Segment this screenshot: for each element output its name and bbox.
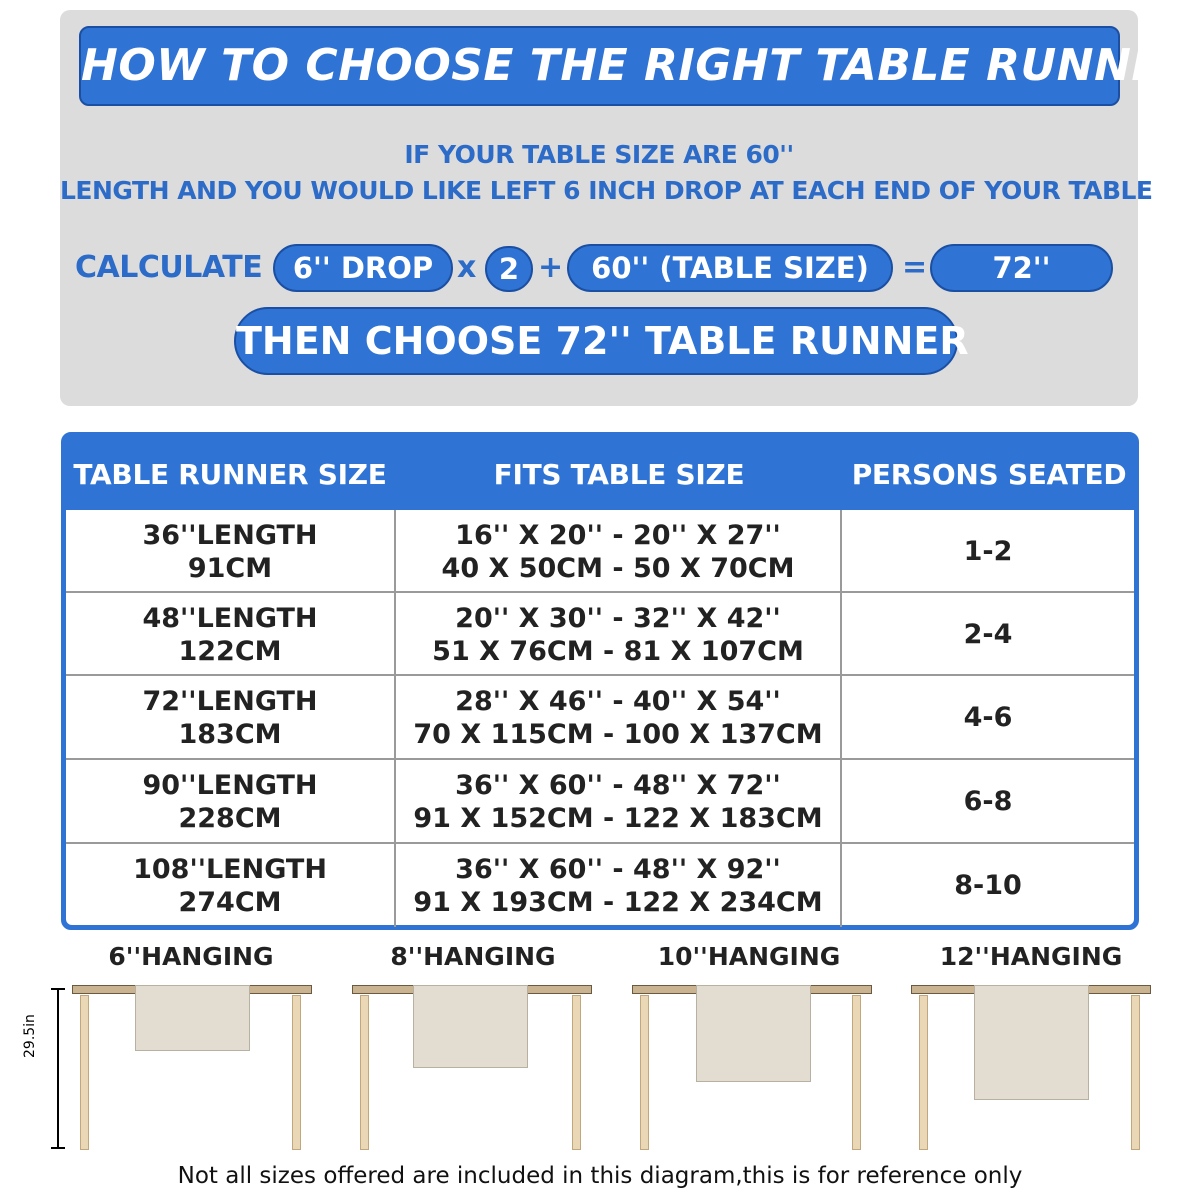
multiplier-pill: 2 — [485, 246, 533, 292]
hanging-label-10: 10''HANGING — [657, 942, 841, 971]
hanging-label-6: 6''HANGING — [108, 942, 274, 971]
runner-length-inches: 72''LENGTH — [142, 685, 318, 717]
fits-table-cell — [396, 760, 842, 843]
fits-size-cm: 70 X 115CM - 100 X 137CM — [413, 718, 823, 750]
hanging-label-12: 12''HANGING — [939, 942, 1123, 971]
persons-cell: 4-6 — [963, 702, 1013, 733]
runner-length-cm: 183CM — [178, 718, 282, 750]
runner-drop-10 — [696, 985, 811, 1082]
runner-length-cm: 122CM — [178, 635, 282, 667]
runner-size-cell — [66, 593, 396, 676]
header-runner-size: TABLE RUNNER SIZE — [73, 458, 387, 491]
height-dimension-line — [57, 989, 59, 1149]
runner-length-cm: 91CM — [187, 552, 273, 584]
table-leg — [292, 995, 301, 1150]
runner-length-cm: 228CM — [178, 802, 282, 834]
header-persons-seated: PERSONS SEATED — [851, 458, 1127, 491]
persons-cell: 6-8 — [963, 786, 1013, 817]
table-header — [64, 435, 1136, 510]
fits-size-inches: 20'' X 30'' - 32'' X 42'' — [455, 602, 781, 634]
page-title: HOW TO CHOOSE THE RIGHT TABLE RUNNER — [79, 26, 1120, 106]
calculate-label: CALCULATE — [75, 250, 263, 285]
table-leg — [360, 995, 369, 1150]
fits-table-cell — [396, 844, 842, 927]
table-row — [66, 674, 1134, 757]
runner-drop-8 — [413, 985, 528, 1068]
table-leg — [640, 995, 649, 1150]
fits-size-cm: 51 X 76CM - 81 X 107CM — [432, 635, 804, 667]
table-leg — [80, 995, 89, 1150]
table-leg — [852, 995, 861, 1150]
persons-cell: 8-10 — [954, 870, 1022, 901]
runner-length-cm: 274CM — [178, 886, 282, 918]
height-dimension-cap-top — [51, 988, 65, 990]
size-table — [61, 432, 1139, 930]
header-fits-table-size: FITS TABLE SIZE — [493, 458, 745, 491]
table-size-pill: 60'' (TABLE SIZE) — [567, 244, 893, 292]
fits-table-cell — [396, 593, 842, 676]
equals-operator: = — [902, 250, 928, 285]
fits-size-cm: 91 X 193CM - 122 X 234CM — [413, 886, 823, 918]
plus-operator: + — [538, 250, 564, 285]
footnote: Not all sizes offered are included in this diagram,this is for reference only — [177, 1163, 1023, 1189]
runner-size-cell — [66, 676, 396, 759]
instruction-line-1: IF YOUR TABLE SIZE ARE 60'' — [404, 140, 794, 169]
instruction-panel — [60, 10, 1197, 406]
runner-size-cell — [66, 844, 396, 927]
table-body — [66, 510, 1134, 925]
fits-size-cm: 40 X 50CM - 50 X 70CM — [441, 552, 795, 584]
fits-size-inches: 36'' X 60'' - 48'' X 72'' — [455, 769, 781, 801]
runner-size-cell — [66, 510, 396, 593]
fits-table-cell — [396, 510, 842, 593]
table-leg — [919, 995, 928, 1150]
persons-cell: 1-2 — [963, 536, 1013, 567]
table-row — [66, 842, 1134, 925]
table-row — [66, 591, 1134, 674]
fits-size-inches: 28'' X 46'' - 40'' X 54'' — [455, 685, 781, 717]
times-operator: x — [457, 250, 477, 285]
table-leg — [572, 995, 581, 1150]
height-dimension-label: 29.5in — [22, 1014, 38, 1058]
drop-pill: 6'' DROP — [273, 244, 453, 292]
runner-length-inches: 90''LENGTH — [142, 769, 318, 801]
conclusion-banner: THEN CHOOSE 72'' TABLE RUNNER — [234, 307, 958, 375]
fits-table-cell — [396, 676, 842, 759]
persons-cell: 2-4 — [963, 619, 1013, 650]
table-leg — [1131, 995, 1140, 1150]
height-dimension-cap-bottom — [51, 1147, 65, 1149]
table-row — [66, 758, 1134, 841]
instruction-line-2: LENGTH AND YOU WOULD LIKE LEFT 6 INCH DROP AT EACH END OF YOUR TABLE — [60, 176, 1153, 205]
fits-size-inches: 36'' X 60'' - 48'' X 92'' — [455, 853, 781, 885]
fits-size-inches: 16'' X 20'' - 20'' X 27'' — [455, 519, 781, 551]
result-pill: 72'' — [930, 244, 1113, 292]
runner-length-inches: 108''LENGTH — [133, 853, 327, 885]
hanging-label-8: 8''HANGING — [390, 942, 556, 971]
fits-size-cm: 91 X 152CM - 122 X 183CM — [413, 802, 823, 834]
runner-length-inches: 48''LENGTH — [142, 602, 318, 634]
runner-drop-12 — [974, 985, 1089, 1100]
table-row — [66, 510, 1134, 593]
runner-size-cell — [66, 760, 396, 843]
runner-length-inches: 36''LENGTH — [142, 519, 318, 551]
runner-drop-6 — [135, 985, 250, 1051]
